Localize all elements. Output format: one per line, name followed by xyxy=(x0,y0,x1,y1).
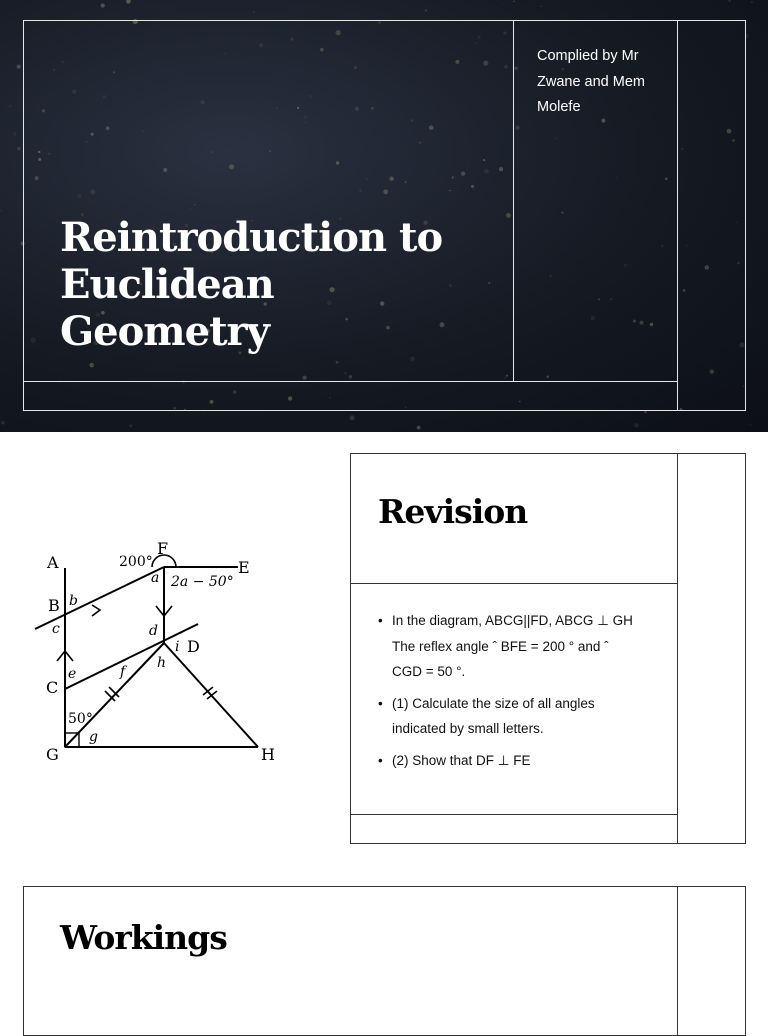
bullet-dot-icon: • xyxy=(378,695,383,711)
list-item xyxy=(378,608,660,685)
bullet-line: The reflex angle ˆ BFE = 200 ° and ˆ xyxy=(392,638,609,654)
star-dot xyxy=(13,132,17,136)
title-line: Geometry xyxy=(60,308,269,355)
angle-label-g: g xyxy=(89,729,98,745)
workings-heading: Workings xyxy=(60,918,227,957)
bullet-line: indicated by small letters. xyxy=(392,721,544,736)
revision-frame-divider-bottom xyxy=(350,814,678,815)
point-label-h: H xyxy=(261,745,275,764)
point-label-a: A xyxy=(47,553,59,572)
star-dot xyxy=(129,424,132,427)
star-dot xyxy=(728,0,730,2)
star-dot xyxy=(253,11,254,12)
star-dot xyxy=(10,105,12,107)
author-credit xyxy=(537,44,667,121)
line-cd xyxy=(65,624,198,689)
angle-label-d: d xyxy=(149,623,158,639)
bullet-line: CGD = 50 °. xyxy=(392,664,466,679)
star-dot xyxy=(513,0,515,2)
star-dot xyxy=(350,415,355,420)
star-dot xyxy=(204,413,205,414)
star-dot xyxy=(1,421,5,425)
line-gd xyxy=(65,643,167,747)
geometry-diagram xyxy=(30,535,285,770)
revision-frame-divider-title xyxy=(350,583,678,584)
star-dot xyxy=(17,147,21,151)
point-label-d: D xyxy=(187,637,200,656)
author-line: Complied by Mr xyxy=(537,48,639,64)
bullet-dot-icon: • xyxy=(378,613,383,628)
parallel-arrow-icon xyxy=(92,605,100,616)
point-label-e: E xyxy=(238,558,250,577)
angle-label-2a-50: 2a − 50° xyxy=(171,574,234,590)
bullet-line: In the diagram, ABCG||FD, ABCG ⊥ GH xyxy=(392,613,633,628)
star-dot xyxy=(749,424,751,426)
angle-label-i: i xyxy=(175,639,180,655)
presentation-title xyxy=(60,214,500,355)
star-dot xyxy=(425,9,427,11)
list-item xyxy=(378,748,660,774)
point-label-g: G xyxy=(46,745,59,764)
title-frame-divider-vertical xyxy=(513,20,514,382)
author-line: Zwane and Mem xyxy=(537,73,645,90)
workings-frame-outer xyxy=(23,886,746,1036)
star-dot xyxy=(540,6,542,8)
title-line: Euclidean xyxy=(60,261,274,308)
revision-frame-divider-vertical xyxy=(677,453,678,844)
angle-label-c: c xyxy=(52,621,60,637)
bullet-line: (2) Show that DF ⊥ FE xyxy=(392,752,531,768)
angle-label-50: 50° xyxy=(68,711,93,727)
angle-label-e: e xyxy=(68,666,77,682)
star-dot xyxy=(126,0,131,4)
author-line: Molefe xyxy=(537,99,581,115)
title-line: Reintroduction to xyxy=(60,214,443,261)
title-frame-divider-horizontal xyxy=(23,381,678,382)
workings-frame-divider-vertical xyxy=(677,886,678,1036)
star-dot xyxy=(644,411,647,414)
point-label-b: B xyxy=(48,596,60,615)
bullet-line: (1) Calculate the size of all angles xyxy=(392,695,595,711)
star-dot xyxy=(502,3,503,4)
star-dot xyxy=(17,65,21,69)
list-item xyxy=(378,691,660,742)
star-dot xyxy=(417,426,421,430)
angle-label-h: h xyxy=(157,655,167,671)
star-dot xyxy=(0,209,2,212)
star-dot xyxy=(751,1,752,2)
revision-heading: Revision xyxy=(378,492,528,531)
revision-bullet-list xyxy=(378,608,660,779)
angle-label-f: f xyxy=(120,664,126,680)
title-frame-divider-vertical-right xyxy=(677,20,678,411)
star-dot xyxy=(129,16,130,17)
point-label-c: C xyxy=(46,678,59,697)
angle-label-b: b xyxy=(69,593,78,609)
star-dot xyxy=(634,423,638,427)
star-dot xyxy=(101,3,105,7)
angle-label-200: 200° xyxy=(119,554,153,570)
point-label-f: F xyxy=(157,539,169,558)
angle-label-a: a xyxy=(151,570,160,586)
title-slide xyxy=(0,0,768,432)
bullet-dot-icon: • xyxy=(378,752,383,768)
